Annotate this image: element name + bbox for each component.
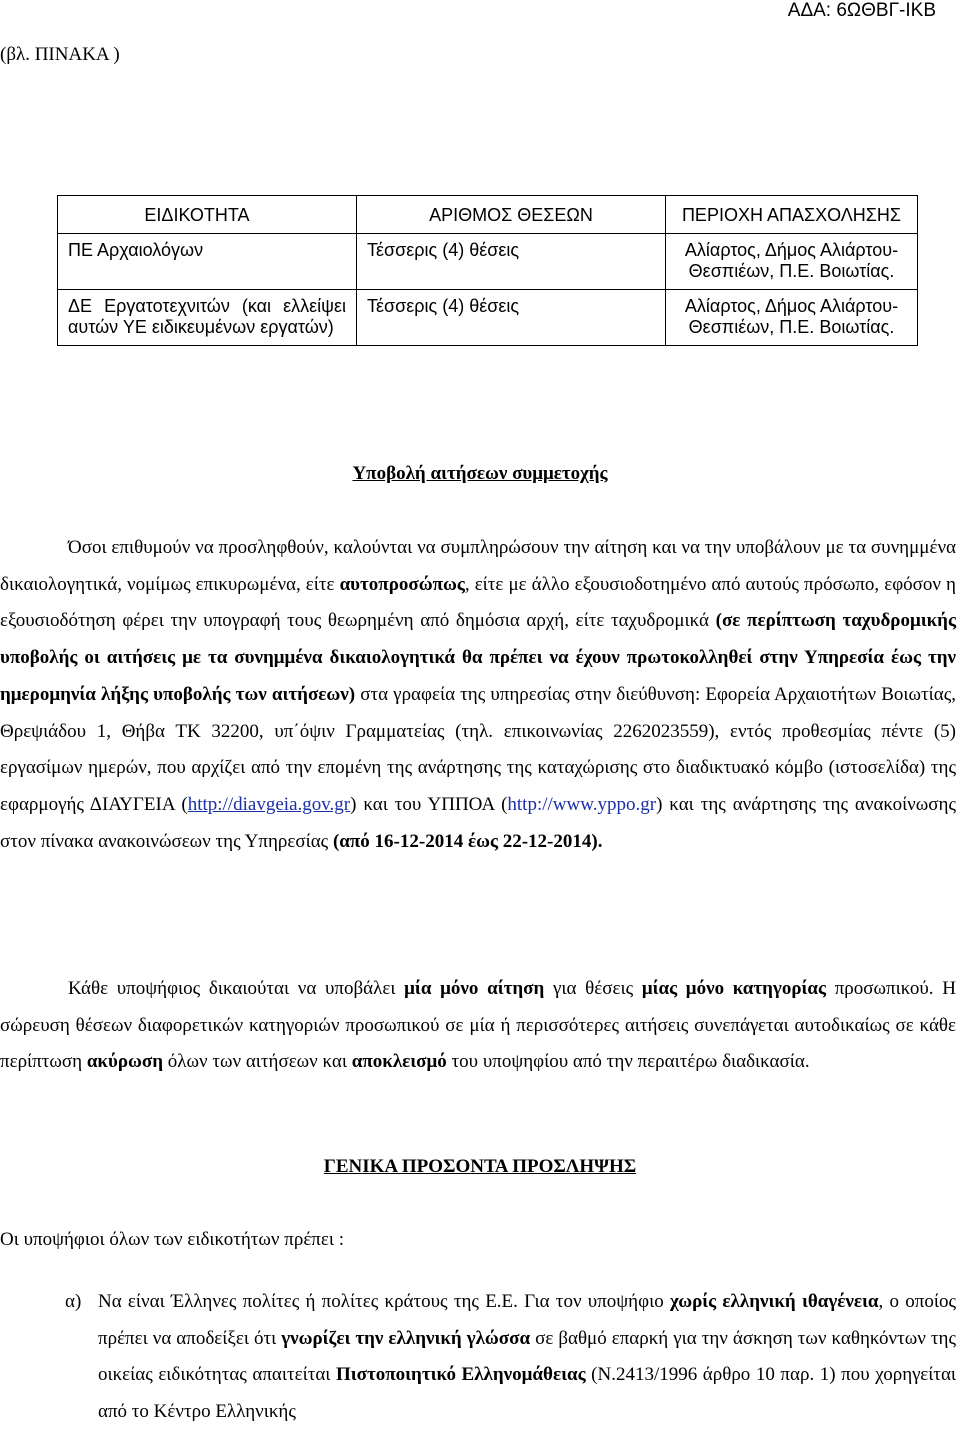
cell-positions: Τέσσερις (4) θέσεις	[357, 290, 666, 346]
general-qualifications-title: ΓΕΝΙΚΑ ΠΡΟΣΟΝΤΑ ΠΡΟΣΛΗΨΗΣ	[323, 1156, 637, 1177]
diavgeia-link[interactable]: http://diavgeia.gov.gr	[187, 793, 351, 815]
header-positions: ΑΡΙΘΜΟΣ ΘΕΣΕΩΝ	[357, 196, 666, 234]
table-header-row	[58, 196, 918, 234]
general-intro: Οι υποψήφιοι όλων των ειδικοτήτων πρέπει :	[0, 1229, 345, 1250]
table-row	[58, 234, 918, 290]
header-specialty: ΕΙΔΙΚΟΤΗΤΑ	[58, 196, 357, 234]
cell-positions: Τέσσερις (4) θέσεις	[357, 234, 666, 290]
table-reference: (βλ. ΠΙΝΑΚΑ )	[0, 44, 120, 65]
single-application-paragraph: Κάθε υποψήφιος δικαιούται να υποβάλει μία μόνο αίτηση για θέσεις μίας μόνο κατηγορίας προσωπικού. Η σώρευση θέσεων διαφορετικών κατηγοριών προσωπικού σε μία ή περισσότερες αιτήσεις συνεπάγεται αυτοδικαίως σε κάθε περίπτωση ακύρωση όλων των αιτήσεων και αποκλεισμό του υποψηφίου από την περαιτέρω διαδικασία.	[0, 978, 956, 1073]
positions-table	[57, 195, 918, 346]
submission-paragraph: Όσοι επιθυμούν να προσληφθούν, καλούνται να συμπληρώσουν την αίτηση και να την υποβάλουν με τα συνημμένα δικαιολογητικά, νομίμως επικυρωμένα, είτε αυτοπροσώπως, είτε με άλλο εξουσιοδοτημένο από αυτούς πρόσωπο, εφόσον η εξουσιοδότηση φέρει την υπογραφή τους θεωρημένη από δημόσια αρχή, είτε ταχυδρομικά (σε περίπτωση ταχυδρομικής υποβολής οι αιτήσεις με τα συνημμένα δικαιολογητικά θα πρέπει να έχουν πρωτοκολληθεί στην Υπηρεσία έως την ημερομηνία λήξης υποβολής των αιτήσεων) στα γραφεία της υπηρεσίας στην διεύθυνση: Εφορεία Αρχαιοτήτων Βοιωτίας, Θρεψιάδου 1, Θήβα ΤΚ 32200, υπ΄όψιν Γραμματείας (τηλ. επικοινωνίας 2262023559), εντός προθεσμίας πέντε (5) εργασίμων ημερών, που αρχίζει από την επομένη της ανάρτησης της καταχώρισης στο διαδικτυακό κόμβο (ιστοσελίδα) της εφαρμογής ΔΙΑΥΓΕΙΑ (http://diavgeia.gov.gr) και του ΥΠΠΟΑ (http://www.yppo.gr) και της ανάρτησης της ανακοίνωσης στον πίνακα ανακοινώσεων της Υπηρεσίας (από 16-12-2014 έως 22-12-2014).	[0, 537, 956, 852]
header-area: ΠΕΡΙΟΧΗ ΑΠΑΣΧΟΛΗΣΗΣ	[666, 196, 918, 234]
yppo-link[interactable]: http://www.yppo.gr	[507, 793, 657, 815]
table-row	[58, 290, 918, 346]
cell-area: Αλίαρτος, Δήμος Αλιάρτου-Θεσπιέων, Π.Ε. Βοιωτίας.	[666, 234, 918, 290]
cell-specialty: ΔΕ Εργατοτεχνιτών (και ελλείψει αυτών ΥΕ ειδικευμένων εργατών)	[58, 290, 357, 346]
submission-title: Υποβολή αιτήσεων συμμετοχής	[352, 463, 608, 484]
cell-specialty: ΠΕ Αρχαιολόγων	[58, 234, 357, 290]
item-label: α)	[65, 1291, 82, 1312]
ada-code: ΑΔΑ: 6ΩΘΒΓ-ΙΚΒ	[787, 0, 936, 21]
item-text: Να είναι Έλληνες πολίτες ή πολίτες κράτους της Ε.Ε. Για τον υποψήφιο χωρίς ελληνική ιθαγένεια, ο οποίος πρέπει να αποδείξει ότι γνωρίζει την ελληνική γλώσσα σε βαθμό επαρκή για την άσκηση των καθηκόντων της οικείας ειδικότητας απαιτείται Πιστοποιητικό Ελληνομάθειας (Ν.2413/1996 άρθρο 10 παρ. 1) που χορηγείται από το Κέντρο Ελληνικής	[98, 1291, 957, 1423]
cell-area: Αλίαρτος, Δήμος Αλιάρτου-Θεσπιέων, Π.Ε. Βοιωτίας.	[666, 290, 918, 346]
qualification-item-a	[65, 1284, 956, 1431]
